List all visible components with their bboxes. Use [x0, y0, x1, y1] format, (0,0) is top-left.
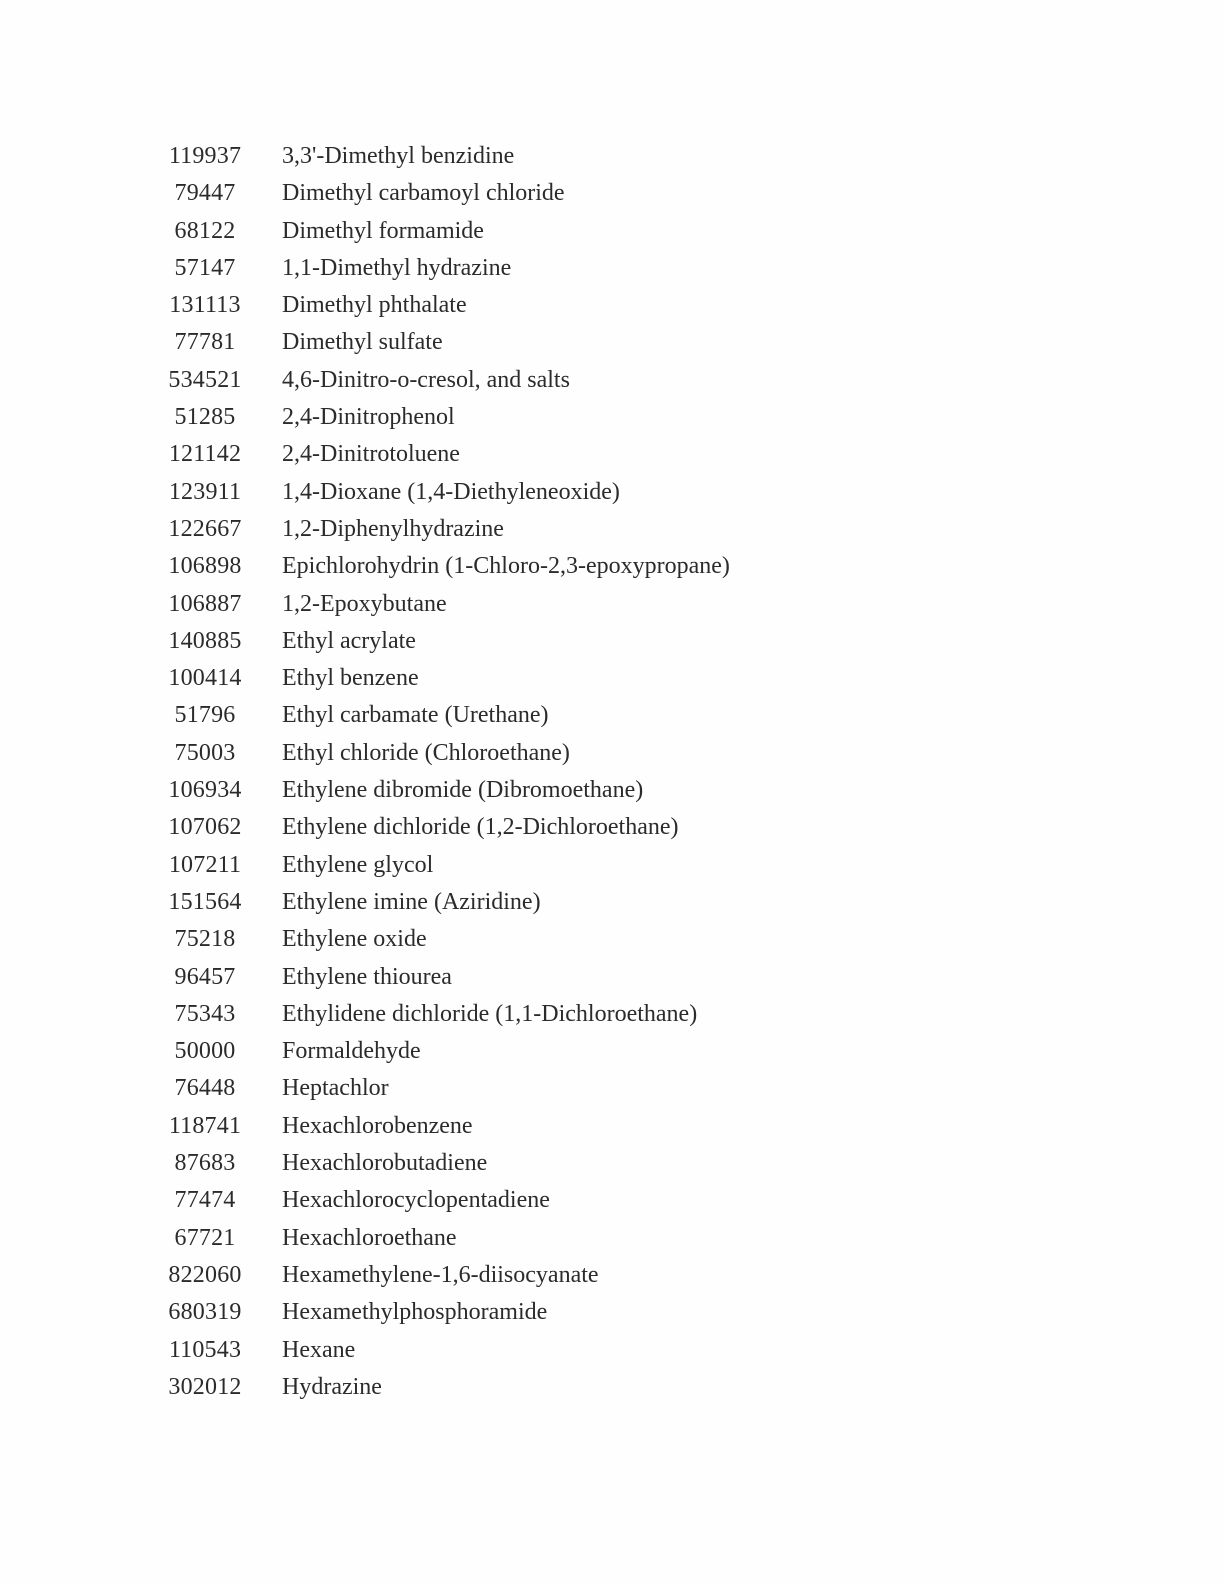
list-item — [160, 665, 880, 702]
cas-number: 75343 — [174, 1000, 236, 1027]
cas-number: 100414 — [168, 665, 242, 692]
cas-number: 140885 — [168, 627, 242, 654]
list-item — [160, 404, 880, 441]
chemical-name: Dimethyl formamide — [282, 217, 484, 244]
chemical-name: 1,2-Diphenylhydrazine — [282, 515, 504, 542]
list-item — [160, 292, 880, 329]
list-item — [160, 628, 880, 665]
cas-number: 680319 — [168, 1299, 242, 1326]
list-item — [160, 180, 880, 217]
cas-number: 534521 — [168, 366, 242, 393]
chemical-name: 3,3'-Dimethyl benzidine — [282, 143, 515, 169]
list-item — [160, 1225, 880, 1262]
list-item — [160, 964, 880, 1001]
list-item — [160, 516, 880, 553]
list-item — [160, 702, 880, 739]
list-item — [160, 1299, 880, 1336]
chemical-name: Ethylene glycol — [282, 851, 434, 878]
list-item — [160, 143, 880, 180]
cas-number: 106934 — [168, 777, 242, 804]
chemical-name: Hexamethylphosphoramide — [282, 1299, 548, 1326]
cas-number: 106887 — [168, 590, 242, 617]
list-item — [160, 329, 880, 366]
cas-number: 67721 — [174, 1224, 236, 1251]
chemical-list — [160, 143, 880, 1411]
list-item — [160, 441, 880, 478]
chemical-name: 2,4-Dinitrotoluene — [282, 441, 460, 468]
chemical-name: Ethylene dibromide (Dibromoethane) — [282, 777, 644, 804]
chemical-name: 4,6-Dinitro-o-cresol, and salts — [282, 366, 570, 393]
chemical-name: Heptachlor — [282, 1075, 389, 1102]
chemical-name: Ethylene thiourea — [282, 963, 452, 990]
chemical-name: Ethylene oxide — [282, 926, 427, 953]
chemical-name: Ethylene imine (Aziridine) — [282, 888, 541, 915]
chemical-name: 1,2-Epoxybutane — [282, 590, 447, 617]
list-item — [160, 889, 880, 926]
list-item — [160, 1038, 880, 1075]
cas-number: 123911 — [168, 478, 242, 505]
chemical-name: Hexachlorobenzene — [282, 1112, 473, 1139]
chemical-name: Dimethyl carbamoyl chloride — [282, 180, 565, 207]
list-item — [160, 777, 880, 814]
list-item — [160, 1337, 880, 1374]
list-item — [160, 852, 880, 889]
list-item — [160, 1187, 880, 1224]
cas-number: 51796 — [174, 702, 236, 729]
cas-number: 96457 — [174, 963, 236, 990]
cas-number: 151564 — [168, 888, 242, 915]
cas-number: 87683 — [174, 1150, 236, 1177]
list-item — [160, 740, 880, 777]
cas-number: 75003 — [174, 739, 236, 766]
cas-number: 51285 — [174, 404, 236, 431]
list-item — [160, 1113, 880, 1150]
list-item — [160, 926, 880, 963]
chemical-name: Ethyl carbamate (Urethane) — [282, 702, 549, 729]
list-item — [160, 1075, 880, 1112]
cas-number: 119937 — [168, 143, 242, 169]
list-item — [160, 1150, 880, 1187]
chemical-name: 1,4-Dioxane (1,4-Diethyleneoxide) — [282, 478, 620, 505]
cas-number: 822060 — [168, 1261, 242, 1288]
cas-number: 77781 — [174, 329, 236, 356]
chemical-name: Ethyl acrylate — [282, 627, 416, 654]
list-item — [160, 255, 880, 292]
cas-number: 106898 — [168, 553, 242, 580]
list-item — [160, 1001, 880, 1038]
list-item — [160, 553, 880, 590]
chemical-name: Ethyl benzene — [282, 665, 419, 692]
chemical-name: Ethyl chloride (Chloroethane) — [282, 739, 570, 766]
list-item — [160, 218, 880, 255]
chemical-name: Ethylene dichloride (1,2-Dichloroethane) — [282, 814, 679, 841]
chemical-name: Hexachlorocyclopentadiene — [282, 1187, 550, 1214]
cas-number: 79447 — [174, 180, 236, 207]
chemical-name: 2,4-Dinitrophenol — [282, 404, 455, 431]
chemical-name: Hexane — [282, 1336, 356, 1363]
cas-number: 77474 — [174, 1187, 236, 1214]
chemical-name: Dimethyl sulfate — [282, 329, 443, 356]
cas-number: 57147 — [174, 254, 236, 281]
cas-number: 131113 — [169, 292, 241, 319]
list-item — [160, 814, 880, 851]
list-item — [160, 367, 880, 404]
cas-number: 110543 — [168, 1336, 242, 1363]
list-item — [160, 591, 880, 628]
cas-number: 68122 — [174, 217, 236, 244]
cas-number: 76448 — [174, 1075, 236, 1102]
cas-number: 50000 — [174, 1038, 236, 1065]
chemical-name: Hexamethylene-1,6-diisocyanate — [282, 1261, 599, 1288]
chemical-name: Epichlorohydrin (1-Chloro-2,3-epoxypropane) — [282, 553, 730, 580]
chemical-name: Hydrazine — [282, 1373, 382, 1400]
list-item — [160, 1262, 880, 1299]
cas-number: 302012 — [168, 1373, 242, 1400]
chemical-name: 1,1-Dimethyl hydrazine — [282, 254, 512, 281]
list-item — [160, 1374, 880, 1411]
list-item — [160, 479, 880, 516]
chemical-name: Ethylidene dichloride (1,1-Dichloroethane) — [282, 1000, 698, 1027]
chemical-name: Formaldehyde — [282, 1038, 421, 1065]
cas-number: 122667 — [168, 515, 242, 542]
cas-number: 107062 — [168, 814, 242, 841]
cas-number: 107211 — [168, 851, 242, 878]
cas-number: 121142 — [168, 441, 242, 468]
cas-number: 118741 — [168, 1112, 242, 1139]
chemical-name: Hexachloroethane — [282, 1224, 457, 1251]
chemical-name: Hexachlorobutadiene — [282, 1150, 488, 1177]
cas-number: 75218 — [174, 926, 236, 953]
chemical-name: Dimethyl phthalate — [282, 292, 467, 319]
